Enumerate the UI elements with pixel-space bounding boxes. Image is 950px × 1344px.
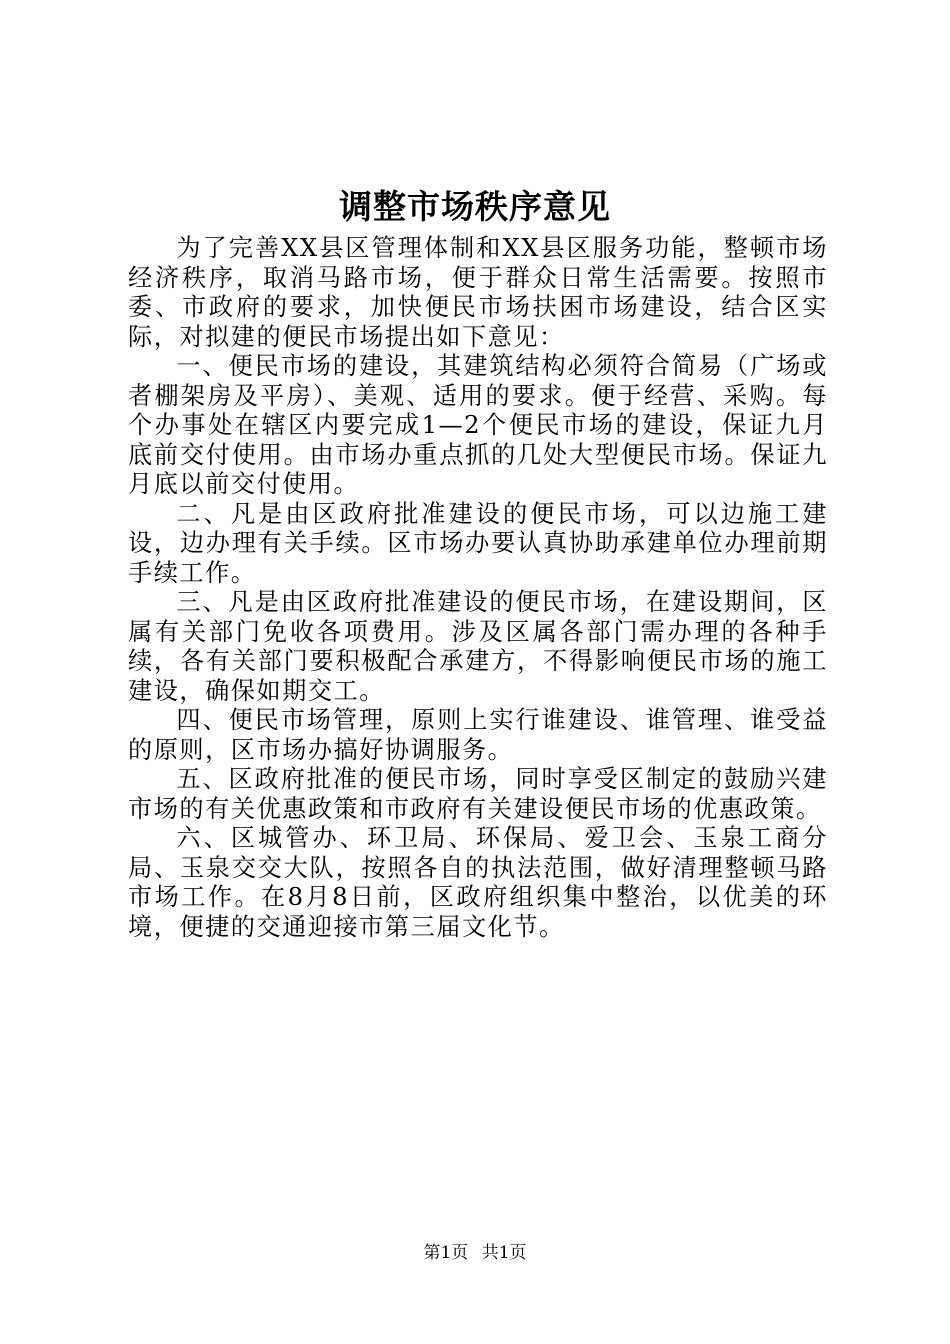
paragraph-item-2: 二、凡是由区政府批准建设的便民市场，可以边施工建设，边办理有关手续。区市场办要认真协助承建单位办理前期手续工作。 [128,499,828,587]
paragraph-item-5: 五、区政府批准的便民市场，同时享受区制定的鼓励兴建市场的有关优惠政策和市政府有关建设便民市场的优惠政策。 [128,765,828,823]
page-footer [0,1241,950,1265]
document-title: 调整市场秩序意见 [339,187,611,226]
document-body [128,234,828,942]
paragraph-intro: 为了完善XX县区管理体制和XX县区服务功能，整顿市场经济秩序，取消马路市场，便于群众日常生活需要。按照市委、市政府的要求，加快便民市场扶困市场建设，结合区实际，对拟建的便民市场提出如下意见： [128,234,828,351]
paragraph-item-3: 三、凡是由区政府批准建设的便民市场，在建设期间，区属有关部门免收各项费用。涉及区属各部门需办理的各种手续，各有关部门要积极配合承建方，不得影响便民市场的施工建设，确保如期交工。 [128,588,828,705]
page-number-current: 第1页 [423,1243,469,1263]
page-number-total: 共1页 [481,1243,527,1263]
paragraph-item-6: 六、区城管办、环卫局、环保局、爱卫会、玉泉工商分局、玉泉交交大队，按照各自的执法范围，做好清理整顿马路市场工作。在8月8日前，区政府组织集中整治，以优美的环境，便捷的交通迎接市第三届文化节。 [128,824,828,941]
paragraph-item-1: 一、便民市场的建设，其建筑结构必须符合简易（广场或者棚架房及平房）、美观、适用的要求。便于经营、采购。每个办事处在辖区内要完成1—2个便民市场的建设，保证九月底前交付使用。由市场办重点抓的几处大型便民市场。保证九月底以前交付使用。 [128,352,828,498]
paragraph-item-4: 四、便民市场管理，原则上实行谁建设、谁管理、谁受益的原则，区市场办搞好协调服务。 [128,706,828,764]
